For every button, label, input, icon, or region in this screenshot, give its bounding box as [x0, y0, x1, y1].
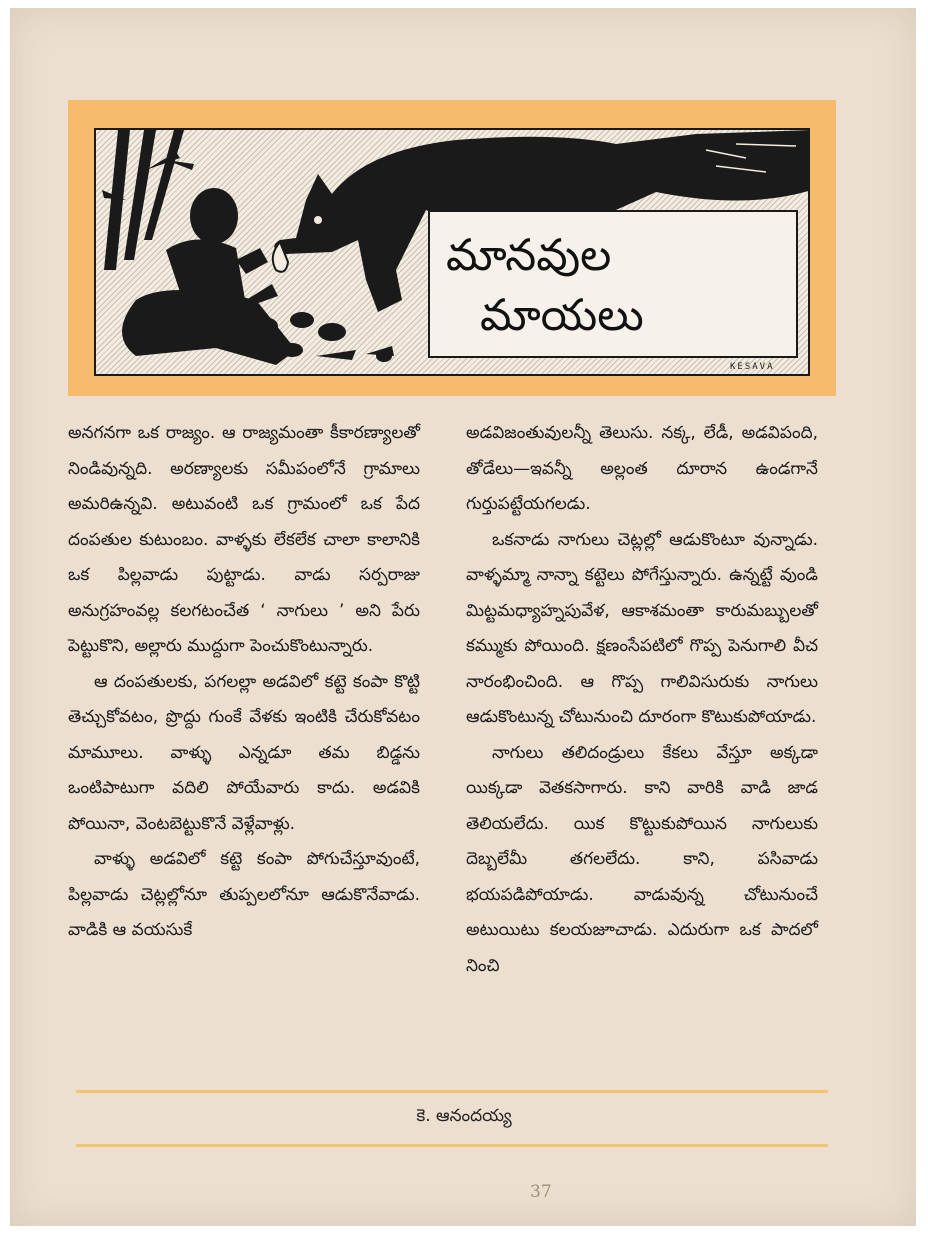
artist-signature: KESAVA — [730, 362, 775, 372]
left-text-column — [68, 416, 420, 949]
paragraph: ఒకనాడు నాగులు చెట్లల్లో ఆడుకొంటూ వున్నాడు. వాళ్ళమ్మా నాన్నా కట్టెలు పోగేస్తున్నారు. ఉన్నట్టే వుండి మిట్టమధ్యాహ్నపువేళ, ఆకాశమంతా కారుమబ్బులతో కమ్ముకు పోయింది. క్షణంసేపటిలో గొప్ప పెనుగాలి వీచ నారంభించింది. ఆ గొప్ప గాలివిసురుకు నాగులు ఆడుకొంటున్న చోటునుంచి దూరంగా కొటుకుపోయాడు. — [466, 529, 818, 727]
paragraph: అడవిజంతువులన్నీ తెలుసు. నక్క, లేడీ, అడవిపంది, తోడేలు—ఇవన్నీ అల్లంత దూరాన ఉండగానే గుర్తుపట్టేయగలడు. — [466, 423, 818, 514]
footer-divider-top — [76, 1090, 828, 1093]
paragraph: వాళ్ళు అడవిలో కట్టె కంపా పోగుచేస్తూవుంటే, పిల్లవాడు చెట్లల్లోనూ తుప్పలలోనూ ఆడుకొనేవాడు. వాడికి ఆ వయసుకే — [68, 849, 420, 940]
footer-divider-bottom — [76, 1144, 828, 1147]
paragraph: ఆ దంపతులకు, పగలల్లా అడవిలో కట్టె కంపా కొట్టి తెచ్చుకోవటం, ప్రొద్దు గుంకే వేళకు ఇంటికి చేరుకోవటం మామూలు. వాళ్ళు ఎన్నడూ తమ బిడ్డను ఒంటిపాటుగా వదిలి పోయేవారు కాదు. అడవికి పోయినా, వెంటబెట్టుకొనే వెళ్లేవాళ్లు. — [68, 671, 420, 834]
story-title-box — [428, 210, 798, 358]
story-title-line-1: మానవుల — [446, 230, 612, 281]
author-byline: కె. ఆనందయ్య — [416, 1106, 512, 1126]
paragraph: అనగనగా ఒక రాజ్యం. ఆ రాజ్యమంతా కీకారణ్యాలతో నిండివున్నది. అరణ్యాలకు సమీపంలోనే గ్రామాలు అమరిఉన్నవి. అటువంటి ఒక గ్రామంలో ఒక పేద దంపతుల కుటుంబం. వాళ్ళకు లేకలేక చాలా కాలానికి ఒక పిల్లవాడు పుట్టాడు. వాడు సర్పరాజు అనుగ్రహంవల్ల కలగటంచేత ‘ నాగులు ’ అని పేరు పెట్టుకొని, అల్లారు ముద్దుగా పెంచుకొంటున్నారు. — [68, 423, 420, 656]
page-number: 37 — [530, 1182, 552, 1202]
right-text-column — [466, 416, 818, 984]
paragraph: నాగులు తలిదండ్రులు కేకలు వేస్తూ అక్కడా యిక్కడా వెతకసాగారు. కాని వారికి వాడి జాడ తెలియలేదు. యిక కొట్టుకుపోయిన నాగులుకు దెబ్బలేమీ తగలలేదు. కాని, పసివాడు భయపడిపోయాడు. వాడువున్న చోటునుంచే అటుయిటు కలయజూచాడు. ఎదురుగా ఒక పాదలో నించి — [466, 742, 818, 976]
story-title-line-2: మాయలు — [480, 290, 644, 341]
